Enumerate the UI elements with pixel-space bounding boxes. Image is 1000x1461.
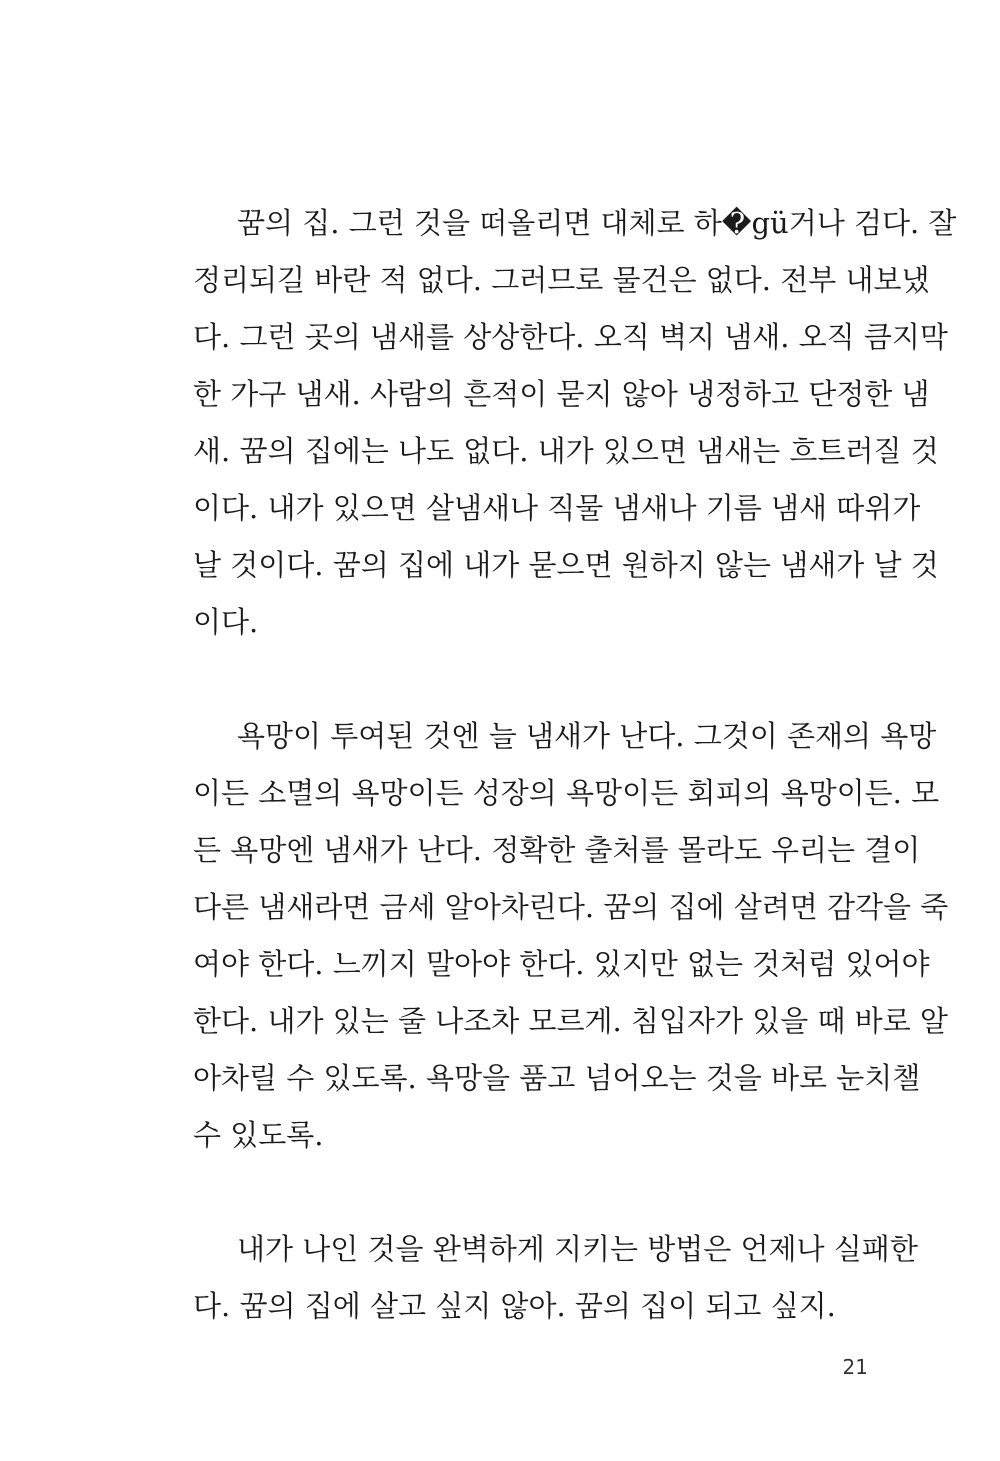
text-line: 수 있도록. [193,1118,324,1152]
paragraph-3 [193,1221,918,1335]
paragraph-1 [193,195,957,651]
text-line: 날 것이다. 꿈의 집에 내가 묻으면 원하지 않는 냄새가 날 것 [193,548,939,582]
text-line: 한다. 내가 있는 줄 나조차 모르게. 침입자가 있을 때 바로 알 [193,1004,948,1038]
text-line: 이든 소멸의 욕망이든 성장의 욕망이든 회피의 욕망이든. 모 [193,776,940,810]
body-text [193,195,957,1335]
paragraph-gap [193,651,868,708]
text-line: 다. 꿈의 집에 살고 싶지 않아. 꿈의 집이 되고 싶지. [193,1289,836,1323]
text-line: 아차릴 수 있도록. 욕망을 품고 넘어오는 것을 바로 눈치챌 [193,1061,921,1095]
text-line: 이다. [193,605,259,639]
text-line: 정리되길 바란 적 없다. 그러므로 물건은 없다. 전부 내보냈 [193,263,930,297]
text-line: 이다. 내가 있으면 살냄새나 직물 냄새나 기름 냄새 따위가 [193,491,921,525]
page-number: 21 [842,1355,868,1379]
text-line: 한 가구 냄새. 사람의 흔적이 묻지 않아 냉정하고 단정한 냄 [193,377,930,411]
text-line: 다. 그런 곳의 냄새를 상상한다. 오직 벽지 냄새. 오직 큼지막 [193,320,948,354]
paragraph-2 [193,708,949,1164]
text-line: 욕망이 투여된 것엔 늘 냄새가 난다. 그것이 존재의 욕망 [237,719,937,753]
text-line: 새. 꿈의 집에는 나도 없다. 내가 있으면 냄새는 흐트러질 것 [193,434,939,468]
text-line: 여야 한다. 느끼지 말아야 한다. 있지만 없는 것처럼 있어야 [193,947,930,981]
text-line: 다른 냄새라면 금세 알아차린다. 꿈의 집에 살려면 감각을 죽 [193,890,949,924]
paragraph-gap [193,1164,868,1221]
text-line: 내가 나인 것을 완벽하게 지키는 방법은 언제나 실패한 [237,1232,918,1266]
text-line: 꿈의 집. 그런 것을 떠올리면 대체로 하�gü거나 검다. 잘 [237,206,957,240]
text-line: 든 욕망엔 냄새가 난다. 정확한 출처를 몰라도 우리는 결이 [193,833,921,867]
